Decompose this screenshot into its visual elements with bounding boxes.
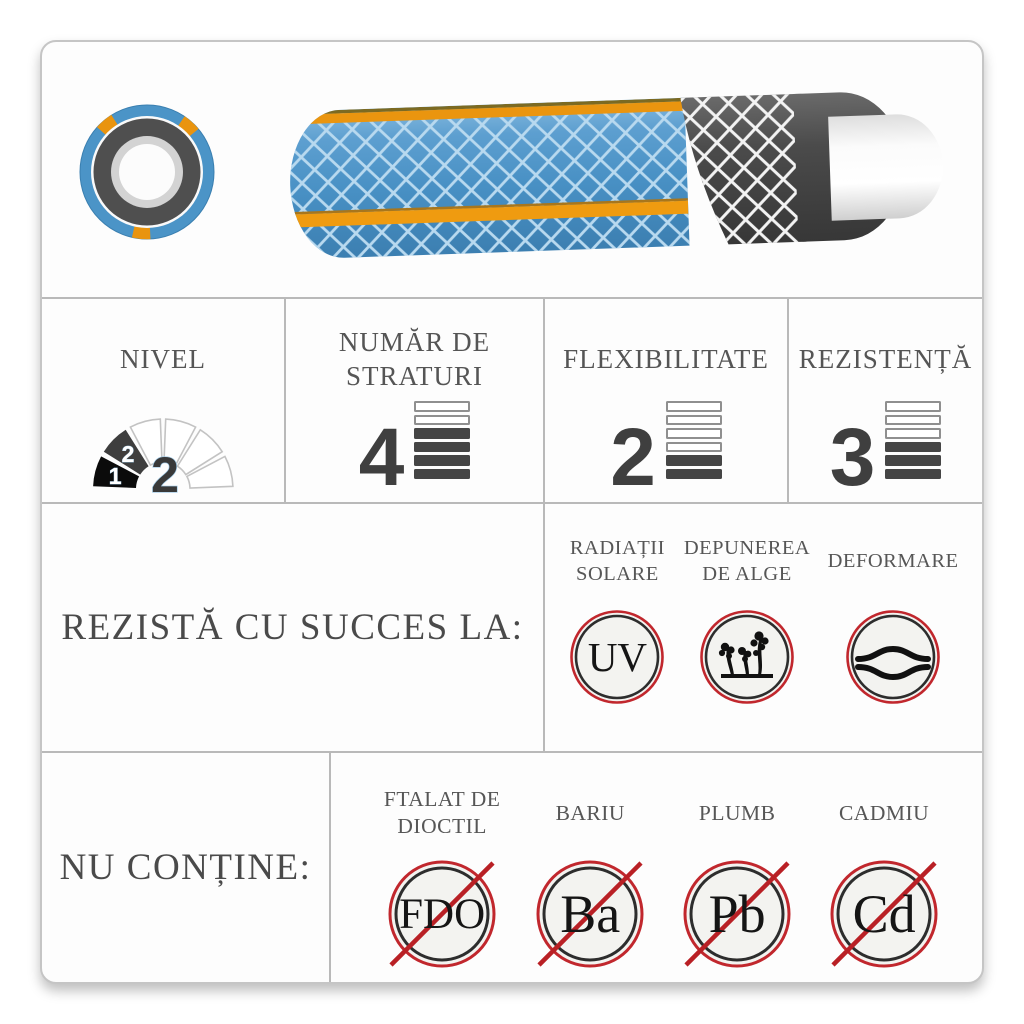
spec-nivel: [42, 299, 284, 502]
uv-symbol: UV: [587, 634, 648, 680]
spec-flexibilitate-value: [610, 401, 722, 504]
crossed-circle-icon-ba: [533, 857, 647, 971]
level-bar: [414, 401, 470, 412]
resist-item-label: RADIAȚII SOLARE: [569, 537, 665, 585]
excludes-title-cell: [42, 753, 329, 982]
level-bar: [666, 442, 722, 453]
exclude-item-label: FTALAT DE DIOCTIL: [383, 787, 501, 838]
exclude-item-plumb: [680, 783, 794, 971]
level-bars-icon: [414, 401, 470, 479]
spec-value-number: 2: [610, 412, 656, 504]
resist-item-deformare: [828, 530, 959, 706]
fdo-symbol: FDO: [399, 890, 486, 938]
uv-icon: [568, 608, 666, 706]
resist-item-label: DEFORMARE: [827, 550, 959, 573]
deformation-icon: [844, 608, 942, 706]
level-bar: [666, 455, 722, 466]
level-bar: [666, 469, 722, 480]
exclude-item-label: PLUMB: [698, 800, 776, 825]
hose-cross-section-icon: [80, 105, 214, 239]
pb-symbol: Pb: [708, 884, 766, 944]
level-bar: [885, 415, 941, 426]
level-bar: [885, 455, 941, 466]
level-bar: [666, 428, 722, 439]
algae-icon: [698, 608, 796, 706]
level-bars-icon: [885, 401, 941, 479]
crossed-circle-icon-cd: [827, 857, 941, 971]
spec-rezistenta: [787, 299, 982, 502]
resist-item-depunerea-de-alge: [684, 530, 810, 706]
infographic-panel: [40, 40, 984, 984]
exclude-item-label: BARIU: [555, 800, 625, 825]
cd-symbol: Cd: [852, 884, 916, 944]
spec-flexibilitate-label: [563, 299, 769, 397]
resist-item-radiatii-solare: [568, 530, 666, 706]
excludes-icons-cell: [329, 753, 982, 982]
spec-straturi-label: [339, 299, 490, 397]
level-bar: [885, 469, 941, 480]
level-bar: [414, 428, 470, 439]
spec-straturi: [284, 299, 543, 502]
level-bars-icon: [666, 401, 722, 479]
level-gauge-icon: [78, 401, 248, 496]
gauge-center-number: 2: [151, 447, 179, 496]
hose-layers-icon: [286, 89, 946, 260]
hose-illustration: [42, 42, 984, 297]
spec-label-text: FLEXIBILITATE: [563, 344, 769, 375]
level-bar: [885, 401, 941, 412]
exclude-item-ftalat-de-dioctil: [384, 783, 500, 971]
level-bar: [414, 455, 470, 466]
excludes-row: [42, 751, 982, 982]
exclude-item-label: CADMIU: [838, 800, 930, 825]
level-bar: [414, 442, 470, 453]
spec-label-text: NIVEL: [120, 344, 206, 375]
crossed-circle-icon-pb: [680, 857, 794, 971]
level-bar: [885, 442, 941, 453]
spec-value-number: 3: [829, 412, 876, 504]
exclude-item-bariu: [533, 783, 647, 971]
level-bar: [885, 428, 941, 439]
spec-straturi-value: [358, 401, 471, 504]
gauge-segment-number: 2: [121, 441, 135, 467]
specs-row: [42, 297, 982, 502]
spec-label-text: REZISTENȚĂ: [798, 344, 973, 375]
level-bar: [666, 415, 722, 426]
gauge-segment-number: 1: [108, 463, 122, 490]
exclude-item-cadmiu: [827, 783, 941, 971]
spec-rezistenta-value: [829, 401, 942, 504]
spec-value-number: 4: [358, 412, 405, 504]
hose-illustration-row: [42, 42, 982, 297]
level-bar: [666, 401, 722, 412]
spec-rezistenta-label: [799, 299, 972, 397]
resists-title-cell: [42, 504, 543, 751]
level-bar: [414, 415, 470, 426]
resists-icons-cell: [543, 504, 982, 751]
spec-nivel-label: [120, 299, 206, 397]
excludes-title: NU CONȚINE:: [59, 847, 312, 888]
crossed-circle-icon-fdo: [385, 857, 499, 971]
spec-label-text: STRATURI: [345, 361, 483, 391]
resists-row: [42, 502, 982, 751]
resists-title: REZISTĂ CU SUCCES LA:: [61, 607, 524, 648]
spec-label-text: NUMĂR DE: [338, 327, 491, 358]
ba-symbol: Ba: [560, 884, 621, 944]
spec-flexibilitate: [543, 299, 787, 502]
level-bar: [414, 469, 470, 480]
resist-item-label: DEPUNEREA DE ALGE: [683, 537, 811, 585]
